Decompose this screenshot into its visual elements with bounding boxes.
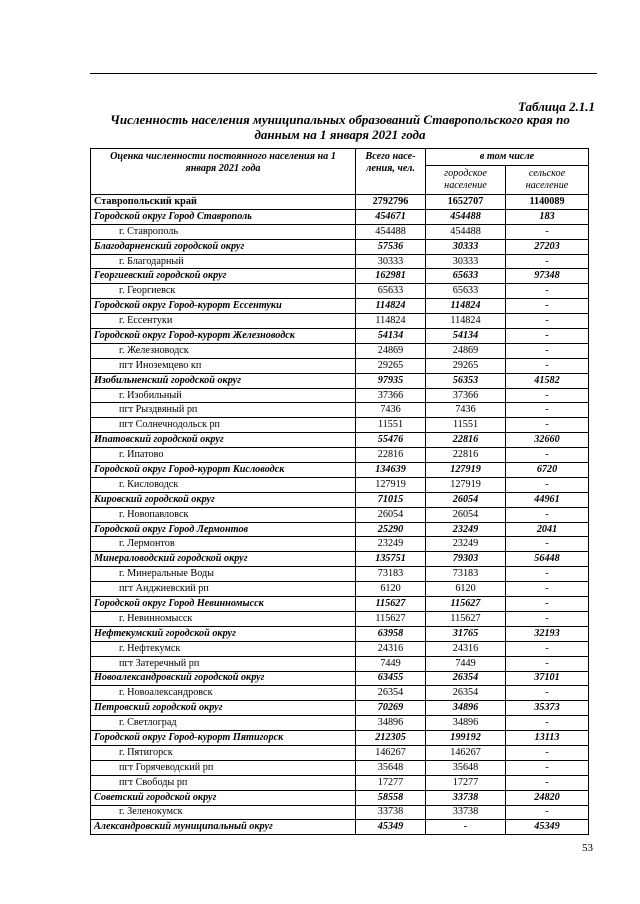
cell-urban: 34896	[426, 701, 506, 716]
cell-urban: 127919	[426, 463, 506, 478]
cell-rural: 32193	[506, 626, 589, 641]
cell-total: 58558	[356, 790, 426, 805]
cell-rural: -	[506, 805, 589, 820]
cell-name: пгт Солнечнодольск рп	[91, 418, 356, 433]
cell-urban: 65633	[426, 269, 506, 284]
cell-total: 35648	[356, 760, 426, 775]
cell-total: 454488	[356, 224, 426, 239]
cell-urban: 7449	[426, 656, 506, 671]
cell-rural: -	[506, 760, 589, 775]
table-row	[91, 388, 589, 403]
cell-rural: 35373	[506, 701, 589, 716]
cell-rural: -	[506, 582, 589, 597]
cell-rural: -	[506, 537, 589, 552]
cell-name: г. Новопавловск	[91, 507, 356, 522]
cell-total: 26054	[356, 507, 426, 522]
cell-name: Городской округ Город Невинномысск	[91, 597, 356, 612]
cell-total: 37366	[356, 388, 426, 403]
table-row	[91, 239, 589, 254]
cell-name: Городской округ Город-курорт Железноводск	[91, 329, 356, 344]
cell-rural: 24820	[506, 790, 589, 805]
cell-name: г. Новоалександровск	[91, 686, 356, 701]
cell-total: 24869	[356, 343, 426, 358]
cell-total: 17277	[356, 775, 426, 790]
cell-total: 162981	[356, 269, 426, 284]
cell-name: г. Изобильный	[91, 388, 356, 403]
table-row	[91, 790, 589, 805]
table-row	[91, 418, 589, 433]
cell-name: г. Железноводск	[91, 343, 356, 358]
page-number: 53	[582, 842, 593, 854]
cell-urban: 115627	[426, 597, 506, 612]
cell-name: Ставропольский край	[91, 195, 356, 210]
cell-urban: 34896	[426, 716, 506, 731]
cell-urban: 23249	[426, 537, 506, 552]
cell-urban: 33738	[426, 790, 506, 805]
table-row	[91, 358, 589, 373]
cell-name: Городской округ Город-курорт Ессентуки	[91, 299, 356, 314]
table-row	[91, 582, 589, 597]
cell-urban: 23249	[426, 522, 506, 537]
cell-name: Кировский городской округ	[91, 492, 356, 507]
cell-total: 454671	[356, 209, 426, 224]
cell-total: 65633	[356, 284, 426, 299]
table-row	[91, 254, 589, 269]
cell-name: пгт Анджиевский рп	[91, 582, 356, 597]
table-title	[90, 112, 590, 142]
table-row	[91, 656, 589, 671]
cell-name: пгт Свободы рп	[91, 775, 356, 790]
cell-rural: 97348	[506, 269, 589, 284]
cell-total: 34896	[356, 716, 426, 731]
cell-name: Городской округ Город-курорт Кисловодск	[91, 463, 356, 478]
cell-urban: 7436	[426, 403, 506, 418]
cell-total: 134639	[356, 463, 426, 478]
table-row	[91, 805, 589, 820]
cell-rural: 6720	[506, 463, 589, 478]
cell-total: 30333	[356, 254, 426, 269]
cell-rural: -	[506, 403, 589, 418]
table-row	[91, 329, 589, 344]
cell-urban: 22816	[426, 448, 506, 463]
cell-rural: 37101	[506, 671, 589, 686]
cell-total: 55476	[356, 433, 426, 448]
cell-rural: -	[506, 314, 589, 329]
cell-name: г. Ессентуки	[91, 314, 356, 329]
cell-total: 57536	[356, 239, 426, 254]
table-title-line-2: данным на 1 января 2021 года	[254, 127, 426, 142]
cell-rural: 13113	[506, 731, 589, 746]
cell-rural: -	[506, 418, 589, 433]
cell-total: 71015	[356, 492, 426, 507]
cell-urban: 26354	[426, 686, 506, 701]
cell-name: г. Минеральные Воды	[91, 567, 356, 582]
cell-name: г. Лермонтов	[91, 537, 356, 552]
cell-name: Петровский городской округ	[91, 701, 356, 716]
cell-rural: -	[506, 686, 589, 701]
cell-name: Ипатовский городской округ	[91, 433, 356, 448]
cell-name: Благодарненский городской округ	[91, 239, 356, 254]
cell-urban: 26354	[426, 671, 506, 686]
cell-name: Городской округ Город Ставрополь	[91, 209, 356, 224]
cell-rural: -	[506, 656, 589, 671]
table-row	[91, 463, 589, 478]
table-row	[91, 716, 589, 731]
cell-urban: 6120	[426, 582, 506, 597]
cell-total: 146267	[356, 745, 426, 760]
table-row	[91, 686, 589, 701]
cell-rural: -	[506, 448, 589, 463]
table-row	[91, 775, 589, 790]
cell-total: 11551	[356, 418, 426, 433]
cell-total: 7449	[356, 656, 426, 671]
cell-total: 63455	[356, 671, 426, 686]
cell-rural: 183	[506, 209, 589, 224]
cell-rural: -	[506, 641, 589, 656]
cell-urban: 29265	[426, 358, 506, 373]
cell-name: пгт Иноземцево кп	[91, 358, 356, 373]
cell-rural: -	[506, 611, 589, 626]
cell-urban: 114824	[426, 299, 506, 314]
cell-name: г. Кисловодск	[91, 477, 356, 492]
cell-total: 7436	[356, 403, 426, 418]
cell-name: Изобильненский городской округ	[91, 373, 356, 388]
cell-rural: -	[506, 716, 589, 731]
table-row	[91, 373, 589, 388]
table-row	[91, 701, 589, 716]
cell-urban: 22816	[426, 433, 506, 448]
cell-urban: 30333	[426, 254, 506, 269]
cell-rural: -	[506, 254, 589, 269]
cell-name: пгт Рыздвяный рп	[91, 403, 356, 418]
cell-rural: 32660	[506, 433, 589, 448]
table-row	[91, 745, 589, 760]
cell-rural: 27203	[506, 239, 589, 254]
cell-urban: 54134	[426, 329, 506, 344]
cell-total: 33738	[356, 805, 426, 820]
cell-name: г. Нефтекумск	[91, 641, 356, 656]
table-title-line-1: Численность населения муниципальных образований Ставропольского края по	[110, 112, 570, 127]
cell-urban: 17277	[426, 775, 506, 790]
table-label: Таблица 2.1.1	[517, 99, 595, 114]
cell-urban: 37366	[426, 388, 506, 403]
cell-rural: -	[506, 507, 589, 522]
table-row	[91, 552, 589, 567]
table-row	[91, 611, 589, 626]
cell-urban: 11551	[426, 418, 506, 433]
cell-name: Александровский муниципальный округ	[91, 820, 356, 835]
cell-total: 24316	[356, 641, 426, 656]
cell-name: Городской округ Город Лермонтов	[91, 522, 356, 537]
cell-rural: 44961	[506, 492, 589, 507]
cell-rural: -	[506, 745, 589, 760]
cell-total: 114824	[356, 314, 426, 329]
table-row	[91, 820, 589, 835]
table-row	[91, 760, 589, 775]
top-rule	[90, 73, 597, 74]
table-row	[91, 567, 589, 582]
cell-total: 135751	[356, 552, 426, 567]
cell-name: Советский городской округ	[91, 790, 356, 805]
cell-total: 6120	[356, 582, 426, 597]
cell-rural: -	[506, 567, 589, 582]
cell-total: 127919	[356, 477, 426, 492]
table-row	[91, 195, 589, 210]
cell-name: г. Благодарный	[91, 254, 356, 269]
table-row	[91, 731, 589, 746]
cell-urban: 79303	[426, 552, 506, 567]
cell-total: 114824	[356, 299, 426, 314]
cell-rural: 2041	[506, 522, 589, 537]
cell-urban: 146267	[426, 745, 506, 760]
header-name: Оценка численности постоянного населения на 1 января 2021 года	[91, 149, 356, 195]
cell-urban: 454488	[426, 209, 506, 224]
cell-name: Минераловодский городской округ	[91, 552, 356, 567]
cell-urban: 73183	[426, 567, 506, 582]
table-row	[91, 209, 589, 224]
table-row	[91, 343, 589, 358]
header-urban: городское население	[426, 166, 506, 195]
header-including: в том числе	[426, 149, 589, 166]
cell-name: пгт Затеречный рп	[91, 656, 356, 671]
cell-total: 70269	[356, 701, 426, 716]
cell-urban: 454488	[426, 224, 506, 239]
cell-urban: 199192	[426, 731, 506, 746]
cell-name: Новоалександровский городской округ	[91, 671, 356, 686]
cell-name: г. Пятигорск	[91, 745, 356, 760]
table-row	[91, 299, 589, 314]
cell-rural: 45349	[506, 820, 589, 835]
cell-total: 25290	[356, 522, 426, 537]
cell-name: г. Светлоград	[91, 716, 356, 731]
cell-name: Георгиевский городской округ	[91, 269, 356, 284]
cell-name: Нефтекумский городской округ	[91, 626, 356, 641]
table-row	[91, 597, 589, 612]
cell-total: 2792796	[356, 195, 426, 210]
cell-urban: 33738	[426, 805, 506, 820]
cell-total: 45349	[356, 820, 426, 835]
cell-rural: -	[506, 775, 589, 790]
cell-urban: 65633	[426, 284, 506, 299]
cell-rural: -	[506, 343, 589, 358]
table-row	[91, 433, 589, 448]
cell-name: г. Невинномысск	[91, 611, 356, 626]
cell-total: 73183	[356, 567, 426, 582]
cell-urban: 35648	[426, 760, 506, 775]
table-row	[91, 403, 589, 418]
cell-urban: 24869	[426, 343, 506, 358]
cell-rural: -	[506, 329, 589, 344]
table-row	[91, 626, 589, 641]
cell-total: 22816	[356, 448, 426, 463]
cell-rural: -	[506, 477, 589, 492]
cell-name: Городской округ Город-курорт Пятигорск	[91, 731, 356, 746]
cell-urban: -	[426, 820, 506, 835]
cell-rural: -	[506, 284, 589, 299]
table-row	[91, 314, 589, 329]
table-row	[91, 537, 589, 552]
cell-urban: 115627	[426, 611, 506, 626]
cell-name: пгт Горячеводский рп	[91, 760, 356, 775]
cell-total: 29265	[356, 358, 426, 373]
table-row	[91, 284, 589, 299]
cell-total: 115627	[356, 611, 426, 626]
table-row	[91, 477, 589, 492]
table-row	[91, 448, 589, 463]
cell-total: 97935	[356, 373, 426, 388]
table-body	[91, 195, 589, 835]
cell-urban: 24316	[426, 641, 506, 656]
population-table	[90, 148, 589, 835]
table-row	[91, 522, 589, 537]
cell-total: 23249	[356, 537, 426, 552]
cell-total: 26354	[356, 686, 426, 701]
cell-urban: 26054	[426, 507, 506, 522]
cell-urban: 127919	[426, 477, 506, 492]
header-rural: сельское население	[506, 166, 589, 195]
cell-rural: 41582	[506, 373, 589, 388]
table-row	[91, 492, 589, 507]
cell-urban: 30333	[426, 239, 506, 254]
cell-rural: 1140089	[506, 195, 589, 210]
table-row	[91, 671, 589, 686]
table-row	[91, 641, 589, 656]
cell-name: г. Зеленокумск	[91, 805, 356, 820]
cell-total: 54134	[356, 329, 426, 344]
cell-urban: 26054	[426, 492, 506, 507]
cell-rural: -	[506, 597, 589, 612]
cell-name: г. Ипатово	[91, 448, 356, 463]
cell-urban: 1652707	[426, 195, 506, 210]
cell-rural: -	[506, 224, 589, 239]
cell-rural: -	[506, 388, 589, 403]
cell-urban: 114824	[426, 314, 506, 329]
cell-total: 63958	[356, 626, 426, 641]
table-row	[91, 224, 589, 239]
header-total: Всего насе-ления, чел.	[356, 149, 426, 195]
cell-rural: -	[506, 358, 589, 373]
table-row	[91, 507, 589, 522]
table-row	[91, 269, 589, 284]
cell-total: 212305	[356, 731, 426, 746]
cell-total: 115627	[356, 597, 426, 612]
cell-name: г. Георгиевск	[91, 284, 356, 299]
cell-name: г. Ставрополь	[91, 224, 356, 239]
cell-urban: 56353	[426, 373, 506, 388]
cell-rural: -	[506, 299, 589, 314]
cell-rural: 56448	[506, 552, 589, 567]
cell-urban: 31765	[426, 626, 506, 641]
